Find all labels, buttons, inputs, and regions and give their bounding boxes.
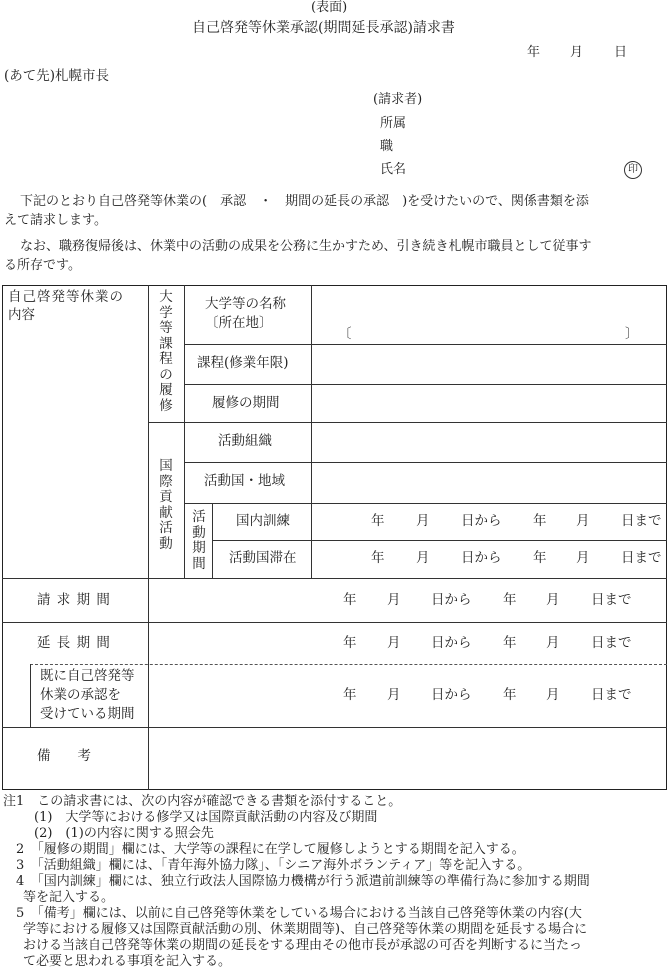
- note-1: 注1 この請求書には、次の内容が確認できる書類を添付すること。: [3, 794, 402, 809]
- date-month: 月: [387, 687, 401, 703]
- date-from: 日から: [461, 513, 502, 529]
- row-line-intl-3: [212, 540, 667, 541]
- course-label: 課程(修業年限): [197, 355, 289, 371]
- col-divider-intl: [184, 285, 185, 578]
- row-line-univ-1: [184, 344, 667, 345]
- date-year: 年: [371, 513, 385, 529]
- page-title: 自己啓発等休業承認(期間延長承認)請求書: [192, 20, 455, 36]
- date-month2: 月: [546, 687, 560, 703]
- col-divider-3: [311, 285, 312, 578]
- note-3: 3 「活動組織」欄には、「青年海外協力隊」、「シニア海外ボランティア」等を記入する。: [16, 858, 531, 873]
- row-line-request: [2, 578, 667, 579]
- study-period-label: 履修の期間: [212, 395, 280, 411]
- request-paragraph: [4, 192, 666, 230]
- date-month: 月: [387, 635, 401, 651]
- approved-label-line3: 受けている期間: [40, 706, 135, 722]
- col-divider-1: [148, 285, 149, 790]
- extension-period-label: 延 長 期 間: [37, 635, 111, 651]
- address-bracket-close: 〕: [625, 326, 639, 342]
- approved-indent-line: [30, 664, 31, 727]
- stay-label: 活動国滞在: [229, 550, 297, 566]
- note-5-line1: 5 「備考」欄には、以前に自己啓発等休業をしている場合における当該自己啓発等休業の内容(大: [16, 906, 582, 921]
- date-year: 年: [343, 592, 357, 608]
- date-year: 年: [527, 45, 541, 60]
- date-month2: 月: [546, 592, 560, 608]
- para1-line1: 下記のとおり自己啓発等休業の( 承認 ・ 期間の延長の承認 )を受けたいので、関係書類を添: [20, 194, 589, 209]
- date-month2: 月: [576, 513, 590, 529]
- date-from: 日から: [431, 687, 472, 703]
- date-month2: 月: [546, 635, 560, 651]
- org-label: 活動組織: [218, 433, 272, 449]
- section-label-line1: 自己啓発等休業の: [8, 289, 124, 305]
- side-label: (表面): [311, 0, 348, 15]
- university-group-label: 大学等課程の履修: [159, 289, 173, 414]
- date-month: 月: [387, 592, 401, 608]
- row-line-univ-2: [184, 384, 667, 385]
- date-from: 日から: [461, 550, 502, 566]
- date-month: 月: [416, 513, 430, 529]
- univ-name-line2: 〔所在地〕: [205, 315, 273, 331]
- para2-line2: る所存です。: [4, 258, 81, 273]
- requester-heading: (請求者): [373, 92, 423, 107]
- row-line-univ-intl: [148, 422, 667, 423]
- para2-line1: なお、職務復帰後は、休業中の活動の成果を公務に生かすため、引き続き札幌市職員として従事す: [20, 239, 592, 254]
- date-year2: 年: [533, 550, 547, 566]
- note-5-line3: おける当該自己啓発等休業の期間の延長をする理由その他市長が承認の可否を判断するに当たっ: [23, 938, 583, 953]
- row-line-intl-2: [184, 503, 667, 504]
- address-bracket-open: 〔: [338, 326, 352, 342]
- row-dash-approved: [30, 664, 667, 665]
- row-line-extension: [2, 622, 667, 623]
- date-day: 日: [614, 45, 628, 60]
- position-label: 職: [380, 139, 394, 154]
- date-year2: 年: [503, 687, 517, 703]
- intl-group-label: 国際貢献活動: [159, 458, 173, 552]
- date-year2: 年: [503, 592, 517, 608]
- row-line-remarks: [2, 727, 667, 728]
- date-year2: 年: [503, 635, 517, 651]
- date-year: 年: [371, 550, 385, 566]
- row-line-intl-1: [184, 462, 667, 463]
- note-4-line1: 4 「国内訓練」欄には、独立行政法人国際協力機構が行う派遣前訓練等の準備行為に参加する期間: [16, 874, 590, 889]
- para1-line2: えて請求します。: [4, 213, 107, 228]
- date-to: 日まで: [621, 513, 662, 529]
- domestic-training-label: 国内訓練: [236, 513, 290, 529]
- date-to: 日まで: [591, 592, 632, 608]
- date-month2: 月: [576, 550, 590, 566]
- note-1-1: (1) 大学等における修学又は国際貢献活動の内容及び期間: [34, 810, 378, 825]
- date-from: 日から: [431, 592, 472, 608]
- notes: [3, 794, 667, 970]
- approved-label-line2: 休業の承認を: [40, 687, 121, 703]
- univ-name-line1: 大学等の名称: [205, 296, 286, 312]
- date-to: 日まで: [591, 687, 632, 703]
- date-year: 年: [343, 687, 357, 703]
- country-label: 活動国・地域: [204, 473, 285, 489]
- section-label-line2: 内容: [8, 307, 35, 323]
- seal-mark: 印: [624, 161, 642, 179]
- note-5-line2: 学等における履修又は国際貢献活動の別、休業期間等)、自己啓発等休業の期間を延長する場合に: [23, 922, 588, 937]
- note-4-line2: 等を記入する。: [23, 890, 115, 905]
- col-divider-period: [212, 503, 213, 578]
- date-from: 日から: [431, 635, 472, 651]
- date-month: 月: [570, 45, 584, 60]
- affiliation-label: 所属: [380, 116, 407, 131]
- date-year: 年: [343, 635, 357, 651]
- date-year2: 年: [533, 513, 547, 529]
- activity-period-label: 活動期間: [192, 509, 206, 572]
- note-5-line4: て必要と思われる事項を記入する。: [23, 954, 232, 969]
- date-to: 日まで: [621, 550, 662, 566]
- name-label: 氏名: [380, 162, 407, 177]
- date-month: 月: [416, 550, 430, 566]
- commitment-paragraph: [4, 237, 666, 275]
- addressee: (あて先)札幌市長: [4, 68, 110, 84]
- request-period-label: 請 求 期 間: [37, 592, 111, 608]
- approved-label-line1: 既に自己啓発等: [40, 668, 135, 684]
- note-2: 2 「履修の期間」欄には、大学等の課程に在学して履修しようとする期間を記入する。: [16, 842, 525, 857]
- remarks-label: 備 考: [37, 748, 91, 764]
- date-to: 日まで: [591, 635, 632, 651]
- note-1-2: (2) (1)の内容に関する照会先: [34, 826, 214, 841]
